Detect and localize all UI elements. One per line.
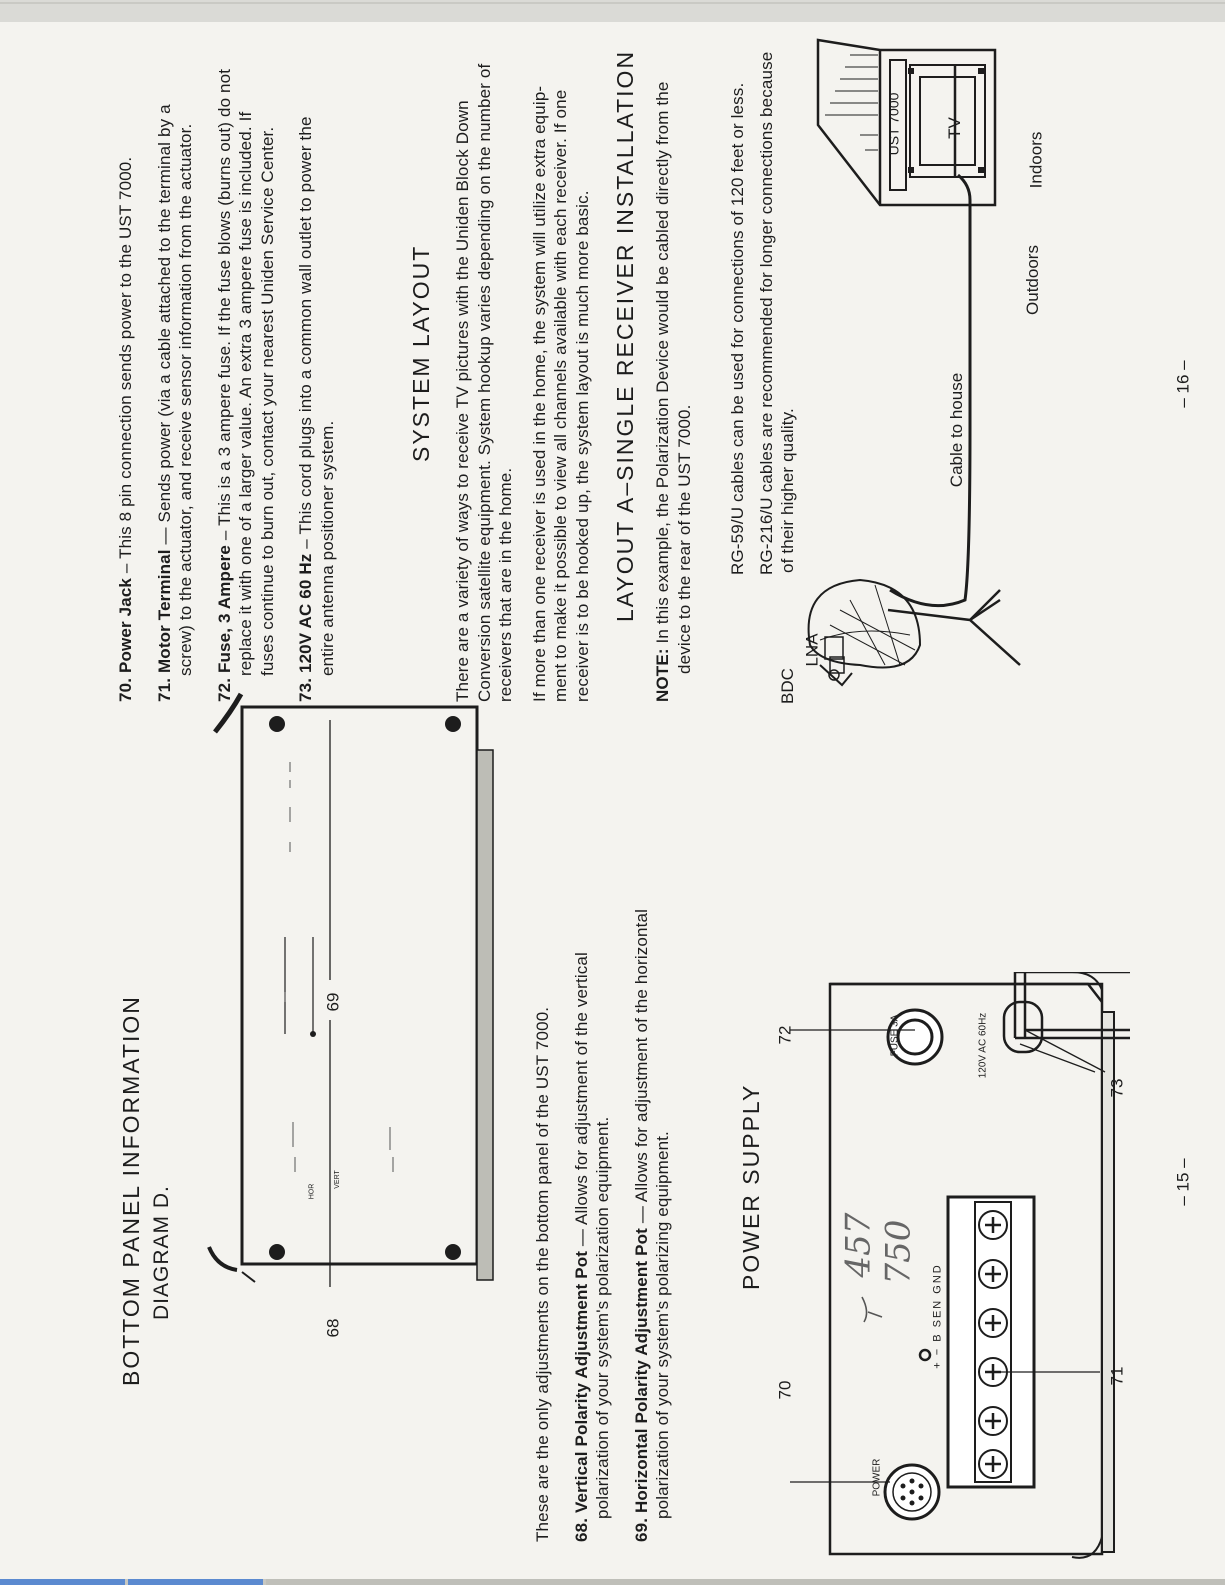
item-69 [631, 909, 653, 1542]
item-72-line3: fuses continue to burn out, contact your nearest Uniden Service Center. [257, 126, 277, 676]
power-supply-title: POWER SUPPLY [738, 1083, 764, 1290]
item-68-line1: — Allows for adjustment of the vertical [571, 952, 591, 1251]
system-layout-p2-line3: receiver is to be hooked up, the system layout is much more basic. [572, 190, 592, 702]
handwritten-note-drawing [862, 1297, 882, 1322]
item-68-term: Vertical Polarity Adjustment Pot [571, 1250, 591, 1514]
callout-69: 69 [323, 992, 343, 1012]
item-71-term: Motor Terminal [154, 549, 174, 674]
system-layout-p2-line2: ment to make it possible to view all channels available with each receiver. If one [551, 89, 570, 702]
panel-label-hor: HOR [308, 1183, 316, 1200]
callout-73: 73 [1107, 1078, 1127, 1098]
page-number-16: – 16 – [1173, 360, 1193, 408]
label-bdc: BDC [777, 668, 797, 704]
installation-diagram [790, 25, 1035, 715]
item-69-line1: — Allows for adjustment of the horizontal [631, 908, 651, 1229]
intro-text: These are the only adjustments on the bottom panel of the UST 7000. [533, 1006, 552, 1542]
bottom-panel-title: BOTTOM PANEL INFORMATION [118, 995, 144, 1386]
cable-note1: RG-59/U cables can be used for connections of 120 feet or less. [728, 82, 747, 575]
terminal-strip-symbol [948, 1197, 1034, 1487]
item-69-line2: polarization of your system's polarizing equipment. [653, 1131, 672, 1519]
terminal-labels: + − B SEN GND [931, 1263, 944, 1369]
item-70-term: Power Jack [116, 577, 135, 674]
item-71-number: 71. [154, 677, 174, 702]
callout-72: 72 [775, 1025, 795, 1045]
item-73-number: 73. [296, 677, 315, 702]
note-line1 [652, 81, 674, 702]
bottom-panel-diagram [195, 672, 525, 1302]
callout-68: 68 [323, 1318, 343, 1338]
fuse-label: FUSE 3A [889, 1014, 901, 1057]
item-73 [295, 69, 317, 702]
item-68 [571, 909, 593, 1542]
item-72-number: 72. [214, 677, 234, 702]
label-outdoors: Outdoors [1022, 245, 1042, 315]
item-71-line1: — Sends power (via a cable attached to the terminal by a [154, 104, 174, 550]
item-68-line2: polarization of your system's polarization equipment. [593, 1116, 612, 1519]
handwritten-457: 457 [838, 1212, 879, 1278]
item-71 [154, 69, 176, 702]
note-line2: device to the rear of the UST 7000. [674, 404, 694, 674]
left-page-text [532, 909, 674, 1542]
item-70-line1: – This 8 pin connection sends power to the UST 7000. [116, 156, 135, 578]
item-72-line1: – This is a 3 ampere fuse. If the fuse blows (burns out) do not [214, 68, 234, 545]
label-tv: TV [944, 117, 964, 139]
item-72-line2: replace it with one of a larger value. An extra 3 ampere fuse is included. If [236, 111, 255, 676]
label-indoors: Indoors [1026, 131, 1046, 189]
item-73-line1: – This cord plugs into a common wall outlet to power the [296, 116, 315, 554]
layout-a-title: LAYOUT A–SINGLE RECEIVER INSTALLATION [612, 49, 638, 622]
handwritten-750: 750 [878, 1219, 919, 1285]
page-number-15: – 15 – [1173, 1158, 1193, 1206]
item-70 [115, 69, 137, 702]
item-73-term: 120V AC 60 Hz [296, 553, 315, 674]
cable-note2-line2: of their higher quality. [778, 408, 797, 573]
item-70-number: 70. [116, 677, 135, 702]
item-73-line2: entire antenna positioner system. [317, 420, 337, 676]
label-ust7000: UST 7000 [885, 92, 902, 156]
system-layout-p2-line1: If more than one receiver is used in the home, the system will utilize extra equip- [529, 85, 549, 702]
callout-71: 71 [1107, 1366, 1127, 1386]
ac-label: 120V AC 60Hz [977, 1012, 989, 1079]
item-69-number: 69. [631, 1517, 651, 1542]
note-line1-text: In this example, the Polarization Device would be cabled directly from the [653, 81, 672, 649]
label-cable-to-house: Cable to house [947, 372, 967, 488]
item-69-term: Horizontal Polarity Adjustment Pot [631, 1228, 651, 1514]
callout-70: 70 [775, 1380, 795, 1400]
right-page-items [115, 69, 338, 702]
item-68-number: 68. [571, 1517, 591, 1542]
item-71-line2: screw) to the actuator, and receive sensor information from the actuator. [176, 123, 195, 676]
scan-top-strip [0, 0, 1225, 22]
system-layout-title: SYSTEM LAYOUT [408, 244, 434, 462]
power-jack-symbol [885, 1465, 939, 1519]
item-72-term: Fuse, 3 Ampere [214, 544, 234, 674]
power-label: POWER [871, 1458, 883, 1497]
system-layout-p1-line2: Conversion satellite equipment. System hookup varies depending on the number of [474, 63, 494, 702]
note-label: NOTE: [653, 648, 672, 702]
system-layout-p1-line3: receivers that are in the home. [496, 467, 515, 702]
scan-bottom-edge [0, 1579, 1225, 1585]
label-lna: LNA [802, 633, 822, 667]
note-text [652, 81, 695, 702]
cable-notes [727, 52, 799, 575]
cable-note2-line1: RG-216/U cables are recommended for longer connections because [756, 51, 776, 575]
system-layout-text [452, 64, 593, 702]
diagram-label: DIAGRAM D. [150, 1185, 173, 1320]
item-72 [214, 69, 236, 702]
system-layout-p1-line1: There are a variety of ways to receive TV pictures with the Uniden Block Down [453, 100, 472, 702]
panel-label-vert: VERT [333, 1170, 341, 1189]
